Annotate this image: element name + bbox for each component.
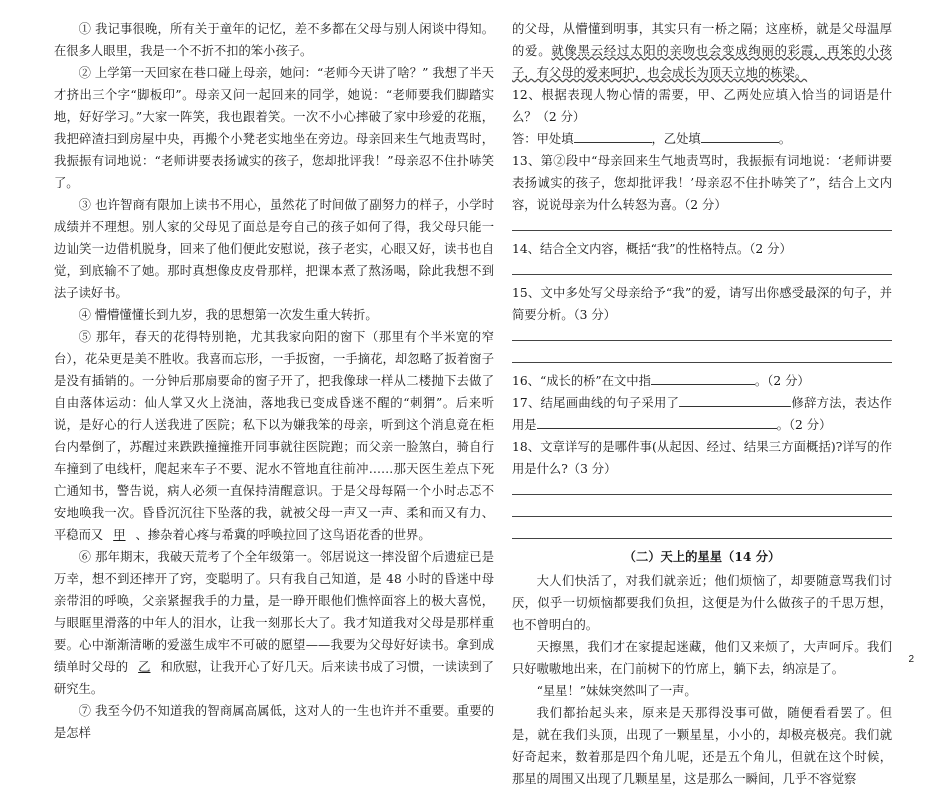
blank-yi: 乙 [138, 660, 151, 674]
answer-yi-label: ，乙处填 [651, 132, 701, 146]
question-16-score: 。（2 分） [754, 374, 810, 388]
answer-jia-blank[interactable] [574, 142, 652, 143]
question-13: 13、第②段中“母亲回来生气地责骂时，我振振有词地说：‘老师讲要表扬诚实的孩子，您却批评我！’母亲忍不住扑哧笑了”，结合上文内容，说说母亲为什么转怒为喜。（2 分） [512, 154, 892, 212]
answer-line-18a[interactable] [512, 480, 892, 495]
question-16 [512, 370, 892, 392]
answer-line-18c[interactable] [512, 524, 892, 539]
answer-line-15b[interactable] [512, 348, 892, 363]
question-15: 15、文中多处写父母亲给予“我”的爱，请写出你感受最深的句子，并简要分析。（3 分） [512, 286, 892, 322]
paragraph-4: ④ 懵懵懂懂长到九岁，我的思想第一次发生重大转折。 [78, 308, 378, 322]
answer-line-14[interactable] [512, 260, 892, 275]
answer-end: 。 [778, 132, 792, 146]
story-paragraph-3: “星星！”妹妹突然叫了一声。 [536, 684, 697, 698]
page-number: 2 [908, 654, 914, 665]
paragraph-2: ② 上学第一天回家在巷口碰上母亲，她问：“老师今天讲了啥？” 我想了半天才挤出三个字“脚板印”。母亲又问一起回来的同学，她说：“老师要我们脚踏实地，好好学习。”大家一阵笑，我也跟着笑。一次不小心摔破了家中珍爱的花瓶，我把碎渣扫到房屋中央，再搬个小凳老实地坐在旁边。母亲回来生气地责骂时，我振振有词地说：“老师讲要表扬诚实的孩子，您却批评我！”母亲忍不住扑哧笑了。 [54, 66, 494, 190]
section-title: （二）天上的星星（14 分） [623, 549, 781, 564]
paragraph-6-text-b: 和欣慰，让我开心了好几天。后来读书成了习惯，一读读到了研究生。 [54, 660, 494, 696]
paragraph-5-text-b: 、掺杂着心疼与希冀的呼唤拉回了这鸟语花香的世界。 [135, 528, 431, 542]
answer-line-13[interactable] [512, 216, 892, 231]
paragraph-5-text-a: ⑤ 那年，春天的花得特别艳，尤其我家向阳的窗下（那里有个半米宽的窄台），花朵更是美不胜收。我喜而忘形，一手扳窗，一手摘花，却忽略了扳着窗子是没有插销的。一分钟后那扇要命的窗子开了，把我像球一样从二楼抛下去做了自由落体运动：仙人掌又火上浇油，落地我已变成昏迷不醒的“刺猬”。后来听说，是好心的行人送我进了医院；私下以为嫌我笨的母亲，听到这个消息竟在柜台内晕倒了，苏醒过来跌跌撞撞推开同事就往医院跑；而父亲一脸煞白，骑自行车撞到了电线杆，爬起来车子不要、泥水不管地直往前冲……那天医生差点下死亡通知书，警告说，病人必须一直保持清醒意识。于是父母每隔一个小时忐忑不安地唤我一次。昏昏沉沉往下坠落的我，就被父母一声又一声、柔和而又有力、平稳而又 [54, 330, 494, 542]
question-16-text: 16、“成长的桥”在文中指 [512, 374, 651, 388]
answer-blank-17b[interactable] [537, 428, 777, 429]
question-17-score: 。（2 分） [776, 418, 832, 432]
paragraph-7: ⑦ 我至今仍不知道我的智商属高属低，这对人的一生也许并不重要。重要的是怎样 [54, 704, 494, 740]
story-paragraph-4: 我们都抬起头来，原来是天那得没事可做，随便看看罢了。但是，就在我们头顶，出现了一颗星星，小小的，却极亮极亮。我们就好奇起来，数着那是四个角儿呢，还是五个角儿，但就在这个时候，那星的周围又出现了几颗星星，这是那么一瞬间，几乎不容觉察 [512, 706, 892, 786]
right-column [512, 18, 892, 790]
blank-jia: 甲 [113, 528, 126, 542]
continuation-text: 的父母，从懵懂到明事，其实只有一桥之隔；这座桥，就是父母温厚的爱。 [512, 22, 892, 58]
paragraph-3: ③ 也许智商有限加上读书不用心，虽然花了时间做了副努力的样子，小学时成绩并不理想。别人家的父母见了面总是夸自己的孩子如何了得，我父母只能一边讪笑一边借机脱身，回来了他们便此安慰说，孩子老实，心眼又好，读书也自觉，到底输不了她。那时真想像皮皮骨那样，把课本煮了熬汤喝，除此我想不到法子读好书。 [54, 198, 494, 300]
question-17 [512, 392, 892, 436]
story-paragraph-1: 大人们快活了，对我们就亲近；他们烦恼了，却要随意骂我们讨厌，似乎一切烦恼都要我们负担，这便是为什么做孩子的千思万想，也不曾明白的。 [512, 574, 892, 632]
question-12: 12、根据表现人物心情的需要，甲、乙两处应填入恰当的词语是什么？（2 分） [512, 88, 892, 124]
paragraph-6 [54, 546, 494, 700]
answer-jia-label: 答：甲处填 [512, 132, 574, 146]
question-17-mid: 修辞方法，表达作用是 [512, 396, 892, 432]
answer-line-15a[interactable] [512, 326, 892, 341]
story-paragraph-2: 天擦黑，我们才在家提起迷藏，他们又来烦了，大声呵斥。我们只好嗷嗷地出来，在门前树下的竹席上，躺下去，纳凉是了。 [512, 640, 892, 676]
answer-blank-17a[interactable] [679, 406, 791, 407]
continuation-paragraph [512, 18, 892, 84]
answer-blank-16[interactable] [651, 384, 755, 385]
wavy-underlined-sentence: 就像黑云经过太阳的亲吻也会变成绚丽的彩霞，再笨的小孩子，有父母的爱来呵护，也会成长为顶天立地的栋梁。 [512, 44, 892, 80]
answer-yi-blank[interactable] [701, 142, 779, 143]
paragraph-1: ① 我记事很晚，所有关于童年的记忆，差不多都在父母与别人闲谈中得知。在很多人眼里，我是一个不折不扣的笨小孩子。 [54, 22, 494, 58]
question-12-answer [512, 128, 892, 150]
left-column [54, 18, 494, 744]
paragraph-6-text-a: ⑥ 那年期末，我破天荒考了个全年级第一。邻居说这一摔没留个后遗症已是万幸，想不到还摔开了窍，变聪明了。只有我自己知道，是 48 小时的昏迷中母亲带泪的呼唤，父亲紧握我手的力量，是一睁开眼他们憔悴面容上的极大喜悦，与眼眶里滑落的中年人的泪水，让我一刻那长大了。我才知道我对父母是那样重要。心中渐渐清晰的爱滋生成牢不可破的愿望——我要为父母好好读书。拿到成绩单时父母的 [54, 550, 494, 674]
question-18: 18、文章详写的是哪件事(从起因、经过、结果三方面概括)?详写的作用是什么?（3 分） [512, 440, 892, 476]
question-17-text: 17、结尾画曲线的句子采用了 [512, 396, 680, 410]
paragraph-5 [54, 326, 494, 546]
question-14: 14、结合全文内容，概括“我”的性格特点。（2 分） [512, 242, 792, 256]
answer-line-18b[interactable] [512, 502, 892, 517]
